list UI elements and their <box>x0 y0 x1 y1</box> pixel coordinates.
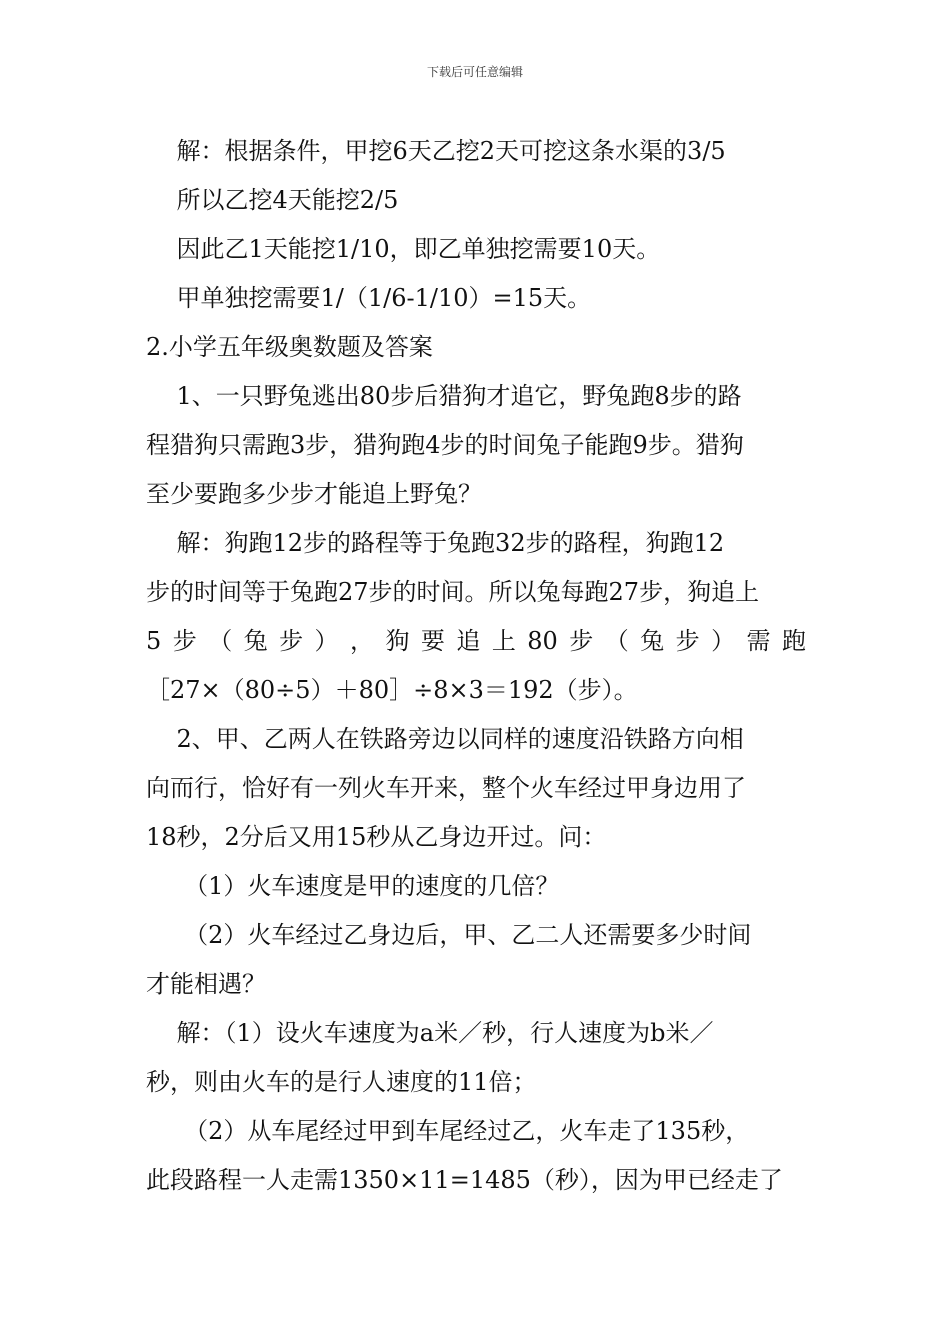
word: ） <box>314 627 339 655</box>
word: 跑 <box>781 627 806 655</box>
document-body <box>146 127 806 1205</box>
word: 狗 <box>385 627 410 655</box>
text-line: 才能相遇？ <box>146 970 266 998</box>
text-line: 解：狗跑12步的路程等于兔跑32步的路程，狗跑12 <box>146 529 725 557</box>
word: 步 <box>569 627 594 655</box>
word: 兔 <box>243 627 268 655</box>
word: 步 <box>279 627 304 655</box>
text-line: 至少要跑多少步才能追上野兔？ <box>146 480 482 508</box>
text-line: 解：根据条件，甲挖6天乙挖2天可挖这条水渠的3/5 <box>146 137 726 165</box>
justified-text-line <box>146 617 806 666</box>
text-line: ［27×（80÷5）＋80］÷8×3＝192（步）。 <box>146 676 638 704</box>
text-line: 所以乙挖4天能挖2/5 <box>146 186 399 214</box>
word: 兔 <box>640 627 665 655</box>
text-line: 1、一只野兔逃出80步后猎狗才追它，野兔跑8步的路 <box>146 382 742 410</box>
word: ， <box>350 627 374 655</box>
text-line: （1）火车速度是甲的速度的几倍？ <box>146 872 560 900</box>
text-line: 2、甲、乙两人在铁路旁边以同样的速度沿铁路方向相 <box>146 725 744 753</box>
page-header: 下载后可任意编辑 <box>426 65 523 79</box>
word: 步 <box>172 627 197 655</box>
word: （ <box>604 627 629 655</box>
text-line: 步的时间等于兔跑27步的时间。所以兔每跑27步，狗追上 <box>146 578 760 606</box>
word: 步 <box>675 627 700 655</box>
section-heading: 2.小学五年级奥数题及答案 <box>146 333 433 361</box>
text-line: 甲单独挖需要1/（1/6-1/10）=15天。 <box>146 284 592 312</box>
word: 要 <box>420 627 445 655</box>
text-line: 秒，则由火车的是行人速度的11倍； <box>146 1068 537 1096</box>
text-line: 因此乙1天能挖1/10，即乙单独挖需要10天。 <box>146 235 661 263</box>
word: 追 <box>456 627 481 655</box>
text-line: 解：（1）设火车速度为a米／秒，行人速度为b米／ <box>146 1019 714 1047</box>
word: 80 <box>527 627 558 655</box>
text-line: （2）从车尾经过甲到车尾经过乙，火车走了135秒， <box>146 1117 750 1145</box>
word: 上 <box>491 627 516 655</box>
text-line: 此段路程一人走需1350×11=1485（秒），因为甲已经走了 <box>146 1166 783 1194</box>
word: ） <box>711 627 736 655</box>
text-line: 18秒，2分后又用15秒从乙身边开过。问： <box>146 823 607 851</box>
word: （ <box>208 627 233 655</box>
word: 5 <box>146 627 162 655</box>
text-line: 程猎狗只需跑3步，猎狗跑4步的时间兔子能跑9步。猎狗 <box>146 431 744 459</box>
text-line: （2）火车经过乙身边后，甲、乙二人还需要多少时间 <box>146 921 752 949</box>
word: 需 <box>746 627 771 655</box>
text-line: 向而行，恰好有一列火车开来，整个火车经过甲身边用了 <box>146 774 746 802</box>
